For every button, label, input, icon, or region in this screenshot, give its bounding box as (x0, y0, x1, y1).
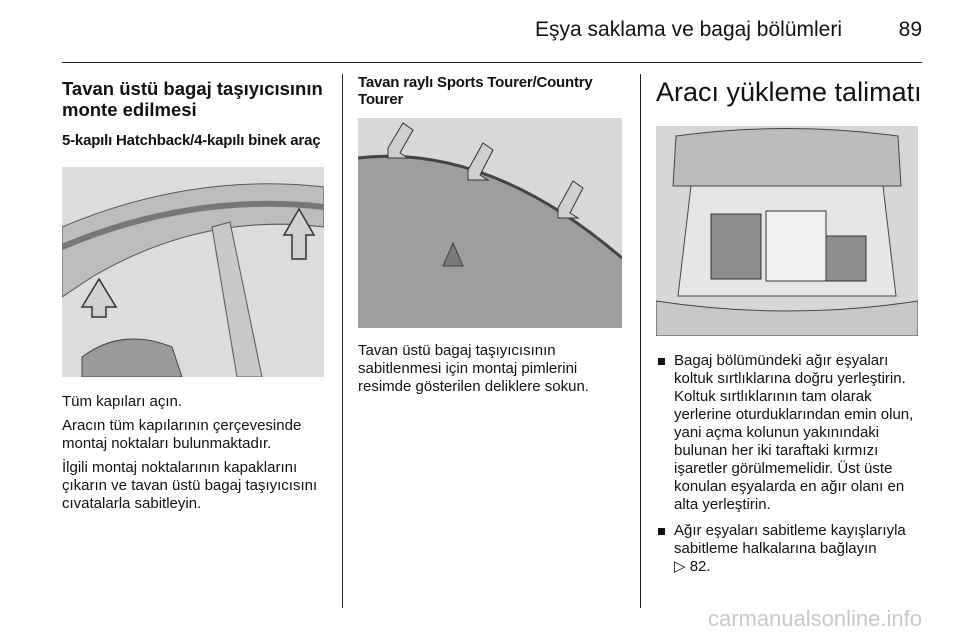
bullet-square-icon (658, 528, 665, 535)
list-item: Ağır eşyaları sabitleme kayışlarıyla sabitleme halkalarına bağlayın ▷ 82. (656, 522, 924, 576)
instruction-insert-pins: Tavan üstü bagaj taşıyıcısının sabitlenmesi için montaj pimlerini resimde gösterilen deliklere sokun. (358, 342, 589, 395)
instruction-open-doors: Tüm kapıları açın. (62, 393, 183, 410)
section-heading-loading: Aracı yükleme talimatı (656, 77, 922, 107)
running-header-title: Eşya saklama ve bagaj bölümleri (535, 18, 842, 41)
instruction-fix-rack: İlgili montaj noktalarının kapaklarını çıkarın ve tavan üstü bagaj taşıyıcısını cıvatalarla sabitleyin. (62, 459, 318, 512)
subheading-sports-tourer: Tavan raylı Sports Tourer/Country Tourer (358, 74, 593, 108)
column-roof-rack-mounting (62, 74, 330, 519)
header-rule (62, 62, 922, 63)
bullet-square-icon (658, 358, 665, 365)
figure-roof-rail-holes (358, 118, 622, 328)
list-item: Bagaj bölümündeki ağır eşyaları koltuk sırtlıklarına doğru yerleştirin. Koltuk sırtlıklarının tam olarak yerlerine oturduklarından emin olun, yani açma kolunun yakınındaki bulunan her iki taraftaki kırmızı işaretler görülmemelidir. Üst üste konulan eşyalarda en ağır olanı en alta yerleştirin. (656, 352, 924, 514)
section-heading-roof-rack: Tavan üstü bagaj taşıyıcısının monte edilmesi (62, 78, 323, 120)
column-divider-1 (342, 74, 343, 608)
column-roof-rails (358, 74, 626, 402)
column-loading-instructions (656, 74, 924, 584)
cross-reference-arrow-icon: ▷ (674, 558, 686, 575)
watermark: carmanualsonline.info (707, 606, 922, 631)
instruction-mounting-points: Aracın tüm kapılarının çerçevesinde montaj noktaları bulunmaktadır. (62, 417, 302, 452)
cross-reference-page[interactable]: 82. (689, 558, 711, 575)
figure-luggage-compartment (656, 126, 918, 336)
page-number: 89 (898, 18, 922, 41)
subheading-hatchback: 5-kapılı Hatchback/4-kapılı binek araç (62, 132, 321, 149)
loading-instructions-list (656, 352, 924, 576)
figure-door-frame-mounting-points (62, 167, 324, 377)
column-divider-2 (640, 74, 641, 608)
